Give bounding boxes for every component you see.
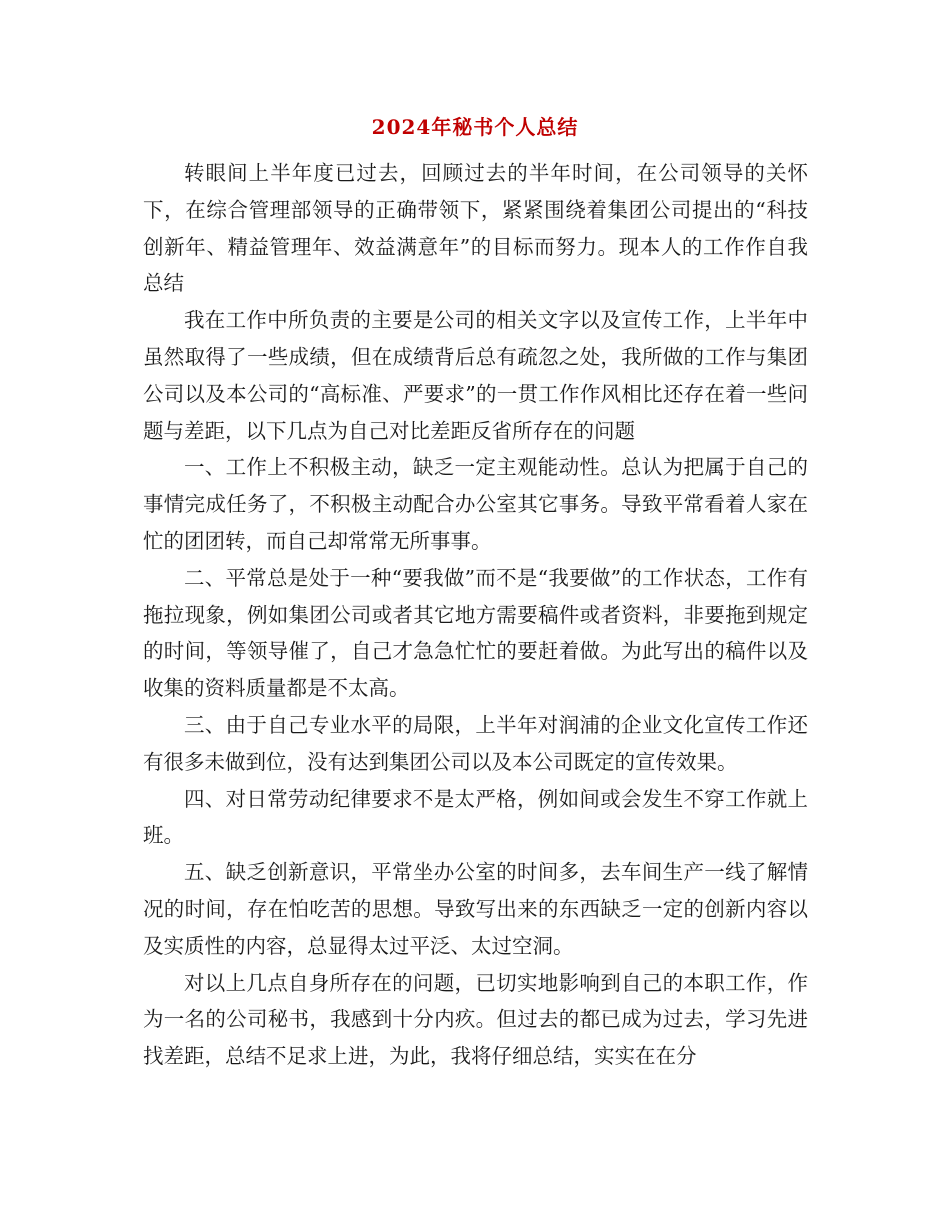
paragraph-responsibilities: 我在工作中所负责的主要是公司的相关文字以及宣传工作，上半年中虽然取得了一些成绩，但在成绩背后总有疏忽之处，我所做的工作与集团公司以及本公司的“高标准、严要求”的一贯工作作风相比还存在着一些问题与差距，以下几点为自己对比差距反省所存在的问题	[143, 308, 808, 443]
paragraph-issue-4: 四、对日常劳动纪律要求不是太严格，例如间或会发生不穿工作就上班。	[143, 786, 808, 848]
document-body	[143, 155, 808, 1075]
paragraph-issue-3: 三、由于自己专业水平的局限，上半年对润浦的企业文化宣传工作还有很多未做到位，没有达到集团公司以及本公司既定的宣传效果。	[143, 712, 808, 774]
paragraph-conclusion: 对以上几点自身所存在的问题，已切实地影响到自己的本职工作，作为一名的公司秘书，我感到十分内疚。但过去的都已成为过去，学习先进找差距，总结不足求上进，为此，我将仔细总结，实实在在分	[143, 970, 808, 1069]
paragraph-issue-5: 五、缺乏创新意识，平常坐办公室的时间多，去车间生产一线了解情况的时间，存在怕吃苦的思想。导致写出来的东西缺乏一定的创新内容以及实质性的内容，总显得太过平泛、太过空洞。	[143, 860, 808, 958]
document-title: 2024年秘书个人总结	[371, 115, 579, 139]
paragraph-intro: 转眼间上半年度已过去，回顾过去的半年时间，在公司领导的关怀下，在综合管理部领导的正确带领下，紧紧围绕着集团公司提出的“科技创新年、精益管理年、效益满意年”的目标而努力。现本人的工作作自我总结	[143, 161, 808, 296]
paragraph-issue-2: 二、平常总是处于一种“要我做”而不是“我要做”的工作状态，工作有拖拉现象，例如集团公司或者其它地方需要稿件或者资料，非要拖到规定的时间，等领导催了，自己才急急忙忙的要赶着做。为此写出的稿件以及收集的资料质量都是不太高。	[143, 565, 808, 701]
paragraph-issue-1: 一、工作上不积极主动，缺乏一定主观能动性。总认为把属于自己的事情完成任务了，不积极主动配合办公室其它事务。导致平常看着人家在忙的团团转，而自己却常常无所事事。	[143, 455, 808, 553]
